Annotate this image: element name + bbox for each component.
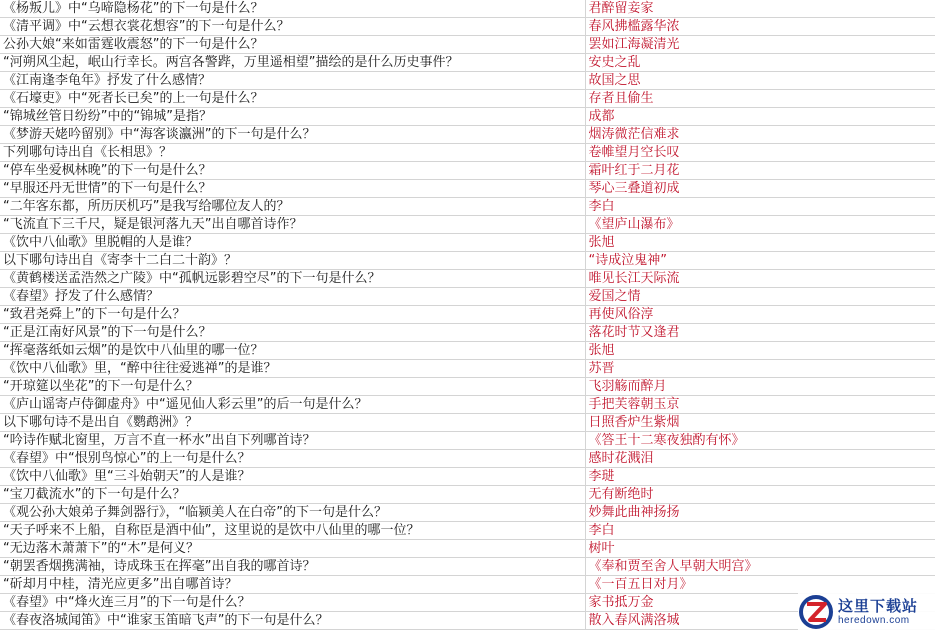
question-cell[interactable]: 《春望》中“烽火连三月”的下一句是什么？ bbox=[0, 594, 585, 612]
question-cell[interactable]: “朝罢香烟携满袖，诗成珠玉在挥毫”出自我的哪首诗？ bbox=[0, 558, 585, 576]
watermark-name: 这里下载站 bbox=[838, 596, 919, 615]
answer-cell[interactable]: 李白 bbox=[585, 198, 935, 216]
question-cell[interactable]: “致君尧舜上”的下一句是什么？ bbox=[0, 306, 585, 324]
answer-cell[interactable]: 卷帷望月空长叹 bbox=[585, 144, 935, 162]
question-cell[interactable]: 《春夜洛城闻笛》中“谁家玉笛暗飞声”的下一句是什么？ bbox=[0, 612, 585, 630]
answer-cell[interactable]: 飞羽觞而醉月 bbox=[585, 378, 935, 396]
question-cell[interactable]: 《江南逢李龟年》抒发了什么感情？ bbox=[0, 72, 585, 90]
question-cell[interactable]: “河朔风尘起，岷山行幸长。两宫各警跸，万里遥相望”描绘的是什么历史事件？ bbox=[0, 54, 585, 72]
answer-cell[interactable]: 家书抵万金 bbox=[585, 594, 935, 612]
answer-cell[interactable]: 张旭 bbox=[585, 234, 935, 252]
table-row bbox=[0, 18, 935, 36]
answer-cell[interactable]: 无有断绝时 bbox=[585, 486, 935, 504]
answer-cell[interactable]: 《奉和贾至舍人早朝大明宫》 bbox=[585, 558, 935, 576]
table-row bbox=[0, 108, 935, 126]
answer-cell[interactable]: 《望庐山瀑布》 bbox=[585, 216, 935, 234]
answer-cell[interactable]: 落花时节又逢君 bbox=[585, 324, 935, 342]
question-cell[interactable]: “二年客东都，所历厌机巧”是我写给哪位友人的？ bbox=[0, 198, 585, 216]
answer-cell[interactable]: 散入春风满洛城 bbox=[585, 612, 935, 630]
question-cell[interactable]: “开琼筵以坐花”的下一句是什么？ bbox=[0, 378, 585, 396]
question-cell[interactable]: 下列哪句诗出自《长相思》？ bbox=[0, 144, 585, 162]
answer-cell[interactable]: 唯见长江天际流 bbox=[585, 270, 935, 288]
answer-cell[interactable]: 苏晋 bbox=[585, 360, 935, 378]
table-row bbox=[0, 450, 935, 468]
answer-cell[interactable]: 霜叶红于二月花 bbox=[585, 162, 935, 180]
table-row bbox=[0, 504, 935, 522]
question-cell[interactable]: 《庐山谣寄卢侍御虚舟》中“遥见仙人彩云里”的后一句是什么？ bbox=[0, 396, 585, 414]
question-cell[interactable]: “锦城丝管日纷纷”中的“锦城”是指？ bbox=[0, 108, 585, 126]
question-cell[interactable]: 《杨叛儿》中“乌啼隐杨花”的下一句是什么？ bbox=[0, 0, 585, 18]
question-cell[interactable]: “宝刀截流水”的下一句是什么？ bbox=[0, 486, 585, 504]
question-cell[interactable]: 《饮中八仙歌》里，“醉中往往爱逃禅”的是谁？ bbox=[0, 360, 585, 378]
table-row bbox=[0, 432, 935, 450]
answer-cell[interactable]: 妙舞此曲神扬扬 bbox=[585, 504, 935, 522]
answer-cell[interactable]: 张旭 bbox=[585, 342, 935, 360]
logo-z-icon bbox=[798, 594, 834, 630]
watermark-logo bbox=[798, 592, 935, 631]
answer-cell[interactable]: “诗成泣鬼神” bbox=[585, 252, 935, 270]
question-cell[interactable]: “停车坐爱枫林晚”的下一句是什么？ bbox=[0, 162, 585, 180]
table-row bbox=[0, 594, 935, 612]
answer-cell[interactable]: 爱国之情 bbox=[585, 288, 935, 306]
table-row bbox=[0, 126, 935, 144]
table-row bbox=[0, 540, 935, 558]
question-cell[interactable]: “飞流直下三千尺，疑是银河落九天”出自哪首诗作？ bbox=[0, 216, 585, 234]
question-cell[interactable]: 以下哪句诗不是出自《鹦鹉洲》？ bbox=[0, 414, 585, 432]
question-cell[interactable]: 《春望》抒发了什么感情？ bbox=[0, 288, 585, 306]
table-row bbox=[0, 486, 935, 504]
answer-cell[interactable]: 存者且偷生 bbox=[585, 90, 935, 108]
table-row bbox=[0, 414, 935, 432]
question-cell[interactable]: 《饮中八仙歌》里脱帽的人是谁？ bbox=[0, 234, 585, 252]
answer-cell[interactable]: 烟涛微茫信难求 bbox=[585, 126, 935, 144]
answer-cell[interactable]: 成都 bbox=[585, 108, 935, 126]
question-cell[interactable]: 以下哪句诗出自《寄李十二白二十韵》？ bbox=[0, 252, 585, 270]
table-row bbox=[0, 324, 935, 342]
answer-cell[interactable]: 君醉留妾家 bbox=[585, 0, 935, 18]
table-row bbox=[0, 198, 935, 216]
answer-cell[interactable]: 李琎 bbox=[585, 468, 935, 486]
table-row bbox=[0, 306, 935, 324]
answer-cell[interactable]: 罢如江海凝清光 bbox=[585, 36, 935, 54]
table-row bbox=[0, 342, 935, 360]
question-cell[interactable]: 《石壕吏》中“死者长已矣”的上一句是什么？ bbox=[0, 90, 585, 108]
table-row bbox=[0, 54, 935, 72]
table-row bbox=[0, 522, 935, 540]
table-row bbox=[0, 162, 935, 180]
table-row bbox=[0, 252, 935, 270]
answer-cell[interactable]: 树叶 bbox=[585, 540, 935, 558]
question-cell[interactable]: “正是江南好风景”的下一句是什么？ bbox=[0, 324, 585, 342]
table-row bbox=[0, 72, 935, 90]
answer-cell[interactable]: 再使风俗淳 bbox=[585, 306, 935, 324]
question-cell[interactable]: “挥毫落纸如云烟”的是饮中八仙里的哪一位？ bbox=[0, 342, 585, 360]
table-row bbox=[0, 90, 935, 108]
answer-cell[interactable]: 《答王十二寒夜独酌有怀》 bbox=[585, 432, 935, 450]
question-cell[interactable]: 《黄鹤楼送孟浩然之广陵》中“孤帆远影碧空尽”的下一句是什么？ bbox=[0, 270, 585, 288]
answer-cell[interactable]: 故国之思 bbox=[585, 72, 935, 90]
table-row bbox=[0, 144, 935, 162]
question-cell[interactable]: 《饮中八仙歌》里“三斗始朝天”的人是谁？ bbox=[0, 468, 585, 486]
table-row bbox=[0, 270, 935, 288]
question-cell[interactable]: “斫却月中桂，清光应更多”出自哪首诗？ bbox=[0, 576, 585, 594]
table-row bbox=[0, 396, 935, 414]
question-cell[interactable]: “天子呼来不上船，自称臣是酒中仙”，这里说的是饮中八仙里的哪一位？ bbox=[0, 522, 585, 540]
answer-cell[interactable]: 春风拂槛露华浓 bbox=[585, 18, 935, 36]
table-row bbox=[0, 558, 935, 576]
table-row bbox=[0, 36, 935, 54]
question-cell[interactable]: 《春望》中“恨别鸟惊心”的上一句是什么？ bbox=[0, 450, 585, 468]
question-cell[interactable]: 公孙大娘“来如雷霆收震怒”的下一句是什么？ bbox=[0, 36, 585, 54]
table-row bbox=[0, 612, 935, 630]
question-cell[interactable]: “无边落木萧萧下”的“木”是何义？ bbox=[0, 540, 585, 558]
table-row bbox=[0, 360, 935, 378]
table-row bbox=[0, 288, 935, 306]
question-cell[interactable]: “早服还丹无世情”的下一句是什么？ bbox=[0, 180, 585, 198]
table-row bbox=[0, 0, 935, 18]
table-row bbox=[0, 576, 935, 594]
answer-cell[interactable]: 安史之乱 bbox=[585, 54, 935, 72]
table-row bbox=[0, 234, 935, 252]
answer-cell[interactable]: 日照香炉生紫烟 bbox=[585, 414, 935, 432]
table-row bbox=[0, 216, 935, 234]
table-row bbox=[0, 180, 935, 198]
question-cell[interactable]: 《梦游天姥吟留别》中“海客谈瀛洲”的下一句是什么？ bbox=[0, 126, 585, 144]
answer-cell[interactable]: 《一百五日对月》 bbox=[585, 576, 935, 594]
answer-cell[interactable]: 琴心三叠道初成 bbox=[585, 180, 935, 198]
table-row bbox=[0, 468, 935, 486]
question-cell[interactable]: 《观公孙大娘弟子舞剑器行》，“临颍美人在白帝”的下一句是什么？ bbox=[0, 504, 585, 522]
answer-cell[interactable]: 感时花溅泪 bbox=[585, 450, 935, 468]
table-row bbox=[0, 378, 935, 396]
question-cell[interactable]: “吟诗作赋北窗里，万言不直一杯水”出自下列哪首诗？ bbox=[0, 432, 585, 450]
answer-cell[interactable]: 手把芙蓉朝玉京 bbox=[585, 396, 935, 414]
question-cell[interactable]: 《清平调》中“云想衣裳花想容”的下一句是什么？ bbox=[0, 18, 585, 36]
watermark-url: heredown.com bbox=[838, 614, 910, 626]
answer-cell[interactable]: 李白 bbox=[585, 522, 935, 540]
